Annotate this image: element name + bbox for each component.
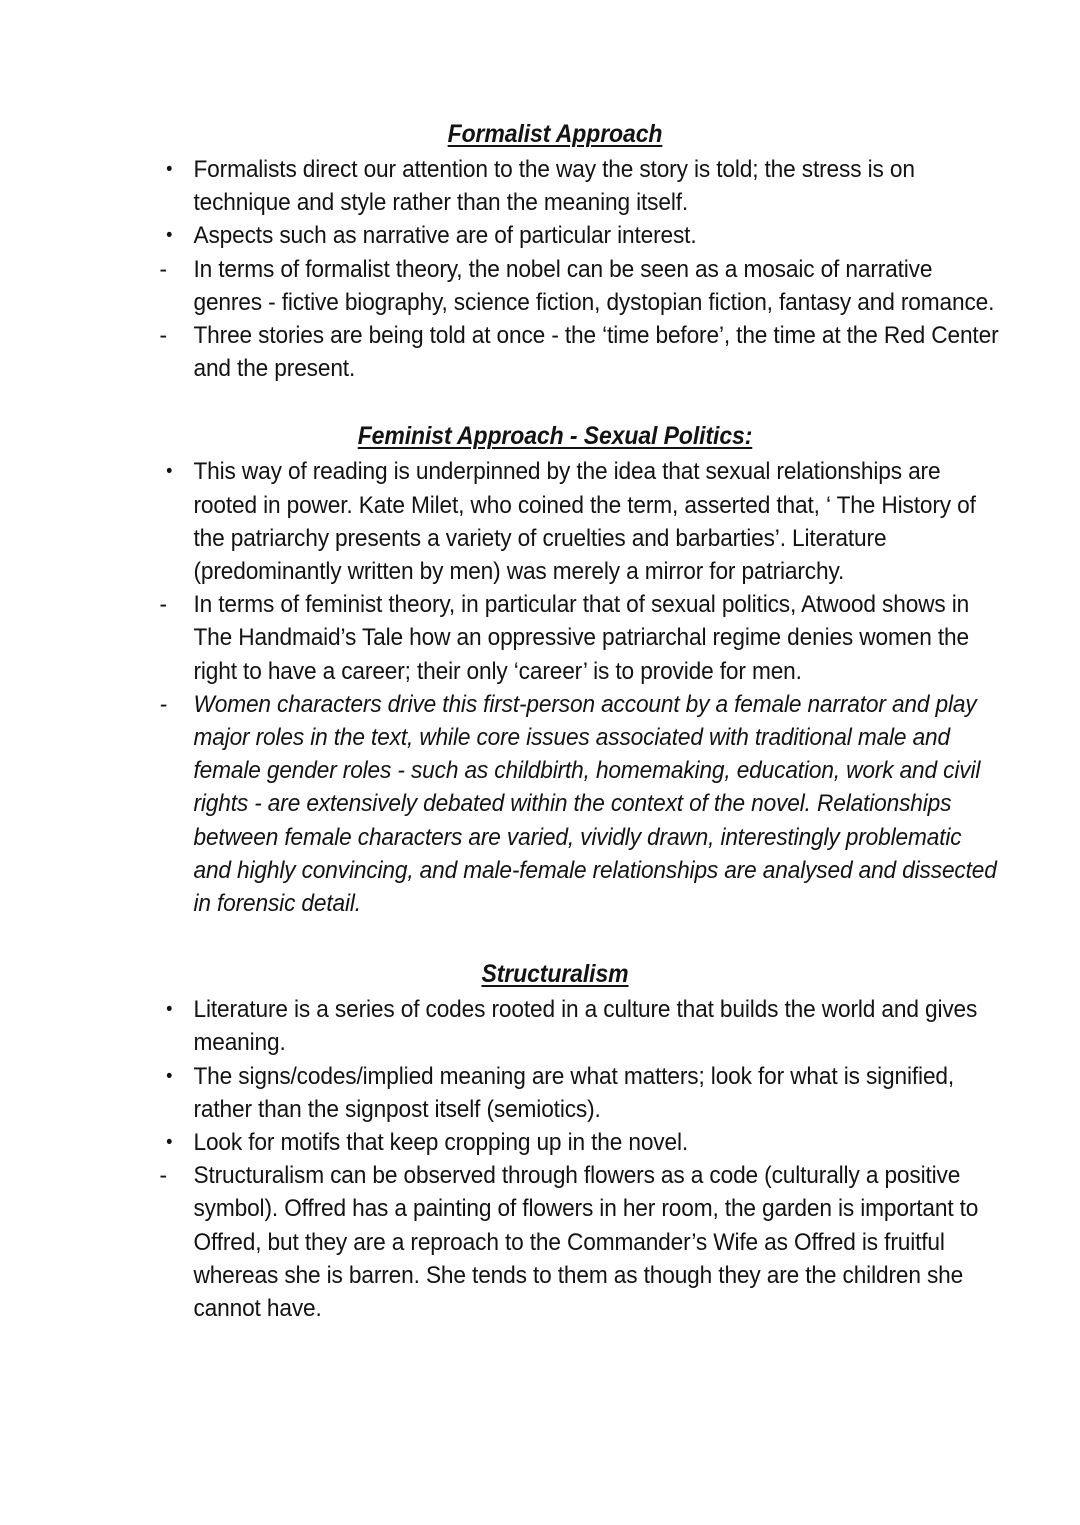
section-spacer (150, 920, 960, 958)
bullet-dot-icon: • (166, 159, 173, 180)
bullet-list (150, 455, 997, 920)
list-item (150, 1159, 1003, 1325)
bullet-dot-icon: • (166, 461, 173, 483)
section-structuralism (150, 958, 979, 1325)
bullet-list (150, 993, 979, 1325)
list-item (150, 219, 1003, 252)
list-item-text: The signs/codes/implied meaning are what matters; look for what is signified, rather than the signpost itself (semiotics). (193, 1062, 955, 1123)
list-item (150, 993, 1003, 1059)
list-item (150, 319, 1003, 385)
bullet-dash-icon: - (159, 255, 167, 283)
list-item (150, 153, 1003, 219)
bullet-dash-icon: - (159, 1162, 167, 1190)
list-item (150, 688, 1003, 920)
list-item (150, 455, 1003, 588)
list-item (150, 253, 1003, 319)
bullet-dot-icon: • (166, 1132, 173, 1154)
bullet-dash-icon: - (159, 690, 167, 718)
document-body (150, 118, 999, 1325)
list-item-text: Literature is a series of codes rooted in a culture that builds the world and gives meaning. (193, 996, 978, 1057)
list-item-text: Women characters drive this first-person account by a female narrator and play major roles in the text, while core issues associated with traditional male and female gender roles - such as childbirth, homemaking, education, work and civil rights - are extensively debated within the context of the novel. Relationships between female characters are varied, vividly drawn, interestingly problematic and highly convincing, and male-female relationships are analysed and dissected in forensic detail. (193, 690, 997, 918)
section-heading: Structuralism (481, 960, 629, 989)
bullet-dot-icon: • (166, 225, 173, 247)
list-item-text: In terms of formalist theory, the nobel can be seen as a mosaic of narrative genres - fictive biography, science fiction, dystopian fiction, fantasy and romance. (193, 255, 995, 316)
bullet-dash-icon: - (159, 591, 167, 619)
list-item-text: This way of reading is underpinned by the idea that sexual relationships are rooted in power. Kate Milet, who coined the term, asserted that, ‘ The History of the patriarchy presents a variety of cruelties and barbarties’. Literature (predominantly written by men) was merely a mirror for patriarchy. (193, 458, 976, 586)
list-item-text: In terms of feminist theory, in particular that of sexual politics, Atwood shows in The Handmaid’s Tale how an oppressive patriarchal regime denies women the right to have a career; their only ‘career’ is to provide for men. (193, 591, 970, 685)
bullet-dot-icon: • (166, 999, 173, 1021)
list-item (150, 1060, 1003, 1126)
section-heading: Feminist Approach - Sexual Politics: (357, 422, 753, 451)
list-item-text: Aspects such as narrative are of particular interest. (193, 222, 697, 250)
section-feminist-approach (150, 420, 997, 920)
list-item-text: Formalists direct our attention to the way the story is told; the stress is on technique and style rather than the meaning itself. (193, 156, 915, 217)
section-heading: Formalist Approach (447, 120, 663, 148)
section-formalist-approach (150, 118, 999, 385)
list-item (150, 588, 1003, 688)
list-item (150, 1126, 1003, 1159)
bullet-dash-icon: - (159, 322, 167, 350)
bullet-list (150, 153, 999, 385)
list-item-text: Three stories are being told at once - the ‘time before’, the time at the Red Center and the present. (193, 322, 999, 383)
bullet-dot-icon: • (166, 1065, 173, 1087)
list-item-text: Structuralism can be observed through flowers as a code (culturally a positive symbol). Offred has a painting of flowers in her room, the garden is important to Offred, but they are a reproach to the Commander’s Wife as Offred is fruitful whereas she is barren. She tends to them as though they are the children she cannot have. (193, 1162, 979, 1323)
list-item-text: Look for motifs that keep cropping up in the novel. (193, 1129, 689, 1157)
section-spacer (150, 385, 960, 420)
